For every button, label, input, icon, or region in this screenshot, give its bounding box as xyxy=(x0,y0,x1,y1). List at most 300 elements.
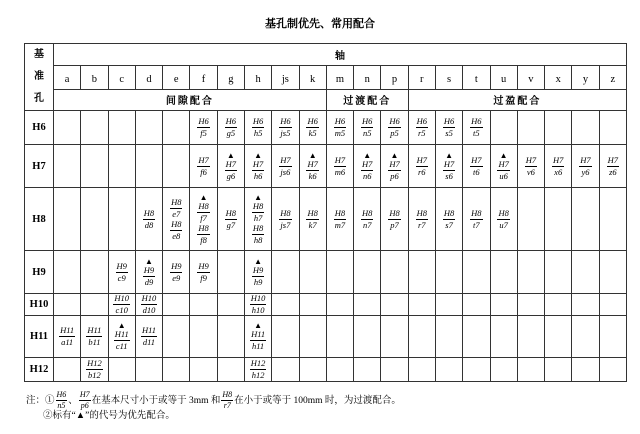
fit-cell-n xyxy=(354,111,381,145)
note-1 xyxy=(26,391,401,410)
preferred-triangle-icon: ▲ xyxy=(390,150,399,160)
fit-cell-m xyxy=(326,358,353,382)
fit-denominator: n5 xyxy=(362,128,372,138)
fit-cell-v xyxy=(517,358,544,382)
fit-denominator: h8 xyxy=(253,234,263,245)
fit-cell-js xyxy=(272,294,299,316)
shaft-letter-label: z xyxy=(610,73,616,85)
shaft-letter-label: t xyxy=(474,73,478,85)
fit-numerator: H7 xyxy=(280,154,291,165)
fit-denominator: u7 xyxy=(499,219,508,230)
fit-numerator: H6 xyxy=(416,116,427,126)
fit-code xyxy=(252,258,264,287)
shaft-letter-label: a xyxy=(64,73,70,85)
fit-code xyxy=(443,117,455,138)
note-1-mid: 在基本尺寸小于或等于 3mm 和 xyxy=(91,395,221,406)
fit-code xyxy=(250,294,267,315)
fit-numerator: H11 xyxy=(87,325,102,335)
fit-denominator: js6 xyxy=(280,166,291,177)
fit-cell-m xyxy=(326,251,353,294)
shaft-letter-js xyxy=(272,66,299,89)
shaft-letter-f xyxy=(190,66,217,89)
fit-cell-d xyxy=(135,316,162,358)
fit-code xyxy=(113,294,130,315)
fit-cell-js xyxy=(272,316,299,358)
fit-cell-b xyxy=(81,294,108,316)
fit-cell-x xyxy=(545,316,572,358)
fit-cell-m xyxy=(326,316,353,358)
fit-code xyxy=(443,152,455,181)
fit-denominator: h11 xyxy=(252,341,265,351)
fit-cell-r xyxy=(408,251,435,294)
fit-numerator: H8 xyxy=(198,222,209,233)
shaft-letter-p xyxy=(381,66,408,89)
fit-cell-k xyxy=(299,145,326,188)
fit-numerator: H11 xyxy=(60,325,75,335)
base-hole-header xyxy=(25,44,54,111)
fit-cell-g xyxy=(217,294,244,316)
hole-row-h8 xyxy=(25,188,627,251)
hole-label: H6 xyxy=(25,111,54,145)
fit-cell-g xyxy=(217,251,244,294)
fit-cell-js xyxy=(272,358,299,382)
fit-denominator: f6 xyxy=(200,166,207,177)
fit-numerator: H6 xyxy=(362,116,373,126)
fit-code xyxy=(197,224,209,245)
fit-cell-a xyxy=(54,316,81,358)
shaft-letter-label: e xyxy=(173,73,179,85)
fit-numerator: H10 xyxy=(114,293,130,303)
fit-numerator: H8 xyxy=(416,207,427,218)
fit-code xyxy=(416,117,428,138)
fit-cell-y xyxy=(572,251,599,294)
fit-cell-t xyxy=(463,316,490,358)
fit-cell-c xyxy=(108,316,135,358)
fit-code xyxy=(59,326,75,347)
fit-cell-u xyxy=(490,316,517,358)
fit-cell-js xyxy=(272,251,299,294)
fit-numerator: H7 xyxy=(443,158,455,169)
fit-denominator: y6 xyxy=(581,166,590,177)
fit-numerator: H8 xyxy=(443,207,455,218)
fit-cell-e xyxy=(163,251,190,294)
preferred-triangle-icon: ▲ xyxy=(363,150,372,160)
preferred-triangle-icon: ▲ xyxy=(254,150,263,160)
fit-numerator: H8 xyxy=(362,207,373,218)
fit-code xyxy=(497,152,509,181)
clearance-fit-header xyxy=(54,89,327,110)
base-hole-char-2: 准 xyxy=(34,71,44,82)
fit-cell-e xyxy=(163,188,190,251)
shaft-letter-label: r xyxy=(420,73,424,85)
fit-denominator: p7 xyxy=(390,219,399,230)
fit-cell-x xyxy=(545,251,572,294)
interference-fit-header xyxy=(408,89,626,110)
fit-cell-p xyxy=(381,294,408,316)
fit-denominator: r7 xyxy=(418,219,426,230)
fit-cell-m xyxy=(326,111,353,145)
shaft-letter-label: m xyxy=(335,73,345,85)
fit-cell-e xyxy=(163,145,190,188)
fit-cell-k xyxy=(299,111,326,145)
fit-numerator: H7 xyxy=(225,158,237,169)
fit-cell-e xyxy=(163,358,190,382)
fit-denominator: d11 xyxy=(142,337,156,347)
fit-denominator: r6 xyxy=(418,166,426,177)
hole-label: H11 xyxy=(25,316,54,358)
fit-cell-c xyxy=(108,358,135,382)
fit-code xyxy=(279,117,291,138)
preferred-triangle-icon: ▲ xyxy=(308,150,317,160)
fit-cell-p xyxy=(381,111,408,145)
fit-code xyxy=(197,156,209,177)
hole-row-h10 xyxy=(25,294,627,316)
fit-denominator: n6 xyxy=(362,170,372,181)
notes xyxy=(26,391,401,422)
fit-cell-g xyxy=(217,188,244,251)
fit-denominator: k7 xyxy=(308,219,317,230)
fit-numerator: H9 xyxy=(143,264,155,275)
fit-numerator: H6 xyxy=(334,116,346,126)
base-hole-char-3: 孔 xyxy=(34,93,44,104)
fit-denominator: f5 xyxy=(200,128,207,138)
shaft-letter-h xyxy=(244,66,271,89)
fit-code xyxy=(225,209,237,230)
preferred-triangle-icon: ▲ xyxy=(499,150,508,160)
note-1-sep: 、 xyxy=(68,395,78,406)
fit-cell-a xyxy=(54,251,81,294)
fit-cell-c xyxy=(108,294,135,316)
note-fit-1 xyxy=(56,391,68,410)
fit-code xyxy=(141,326,157,347)
fit-cell-x xyxy=(545,294,572,316)
fit-code xyxy=(470,209,482,230)
fit-code xyxy=(225,117,237,138)
fit-cell-v xyxy=(517,145,544,188)
fit-code xyxy=(197,194,209,223)
fit-cell-u xyxy=(490,145,517,188)
fit-cell-b xyxy=(81,188,108,251)
fit-code xyxy=(416,156,428,177)
fit-cell-y xyxy=(572,188,599,251)
fit-numerator: H8 xyxy=(280,207,291,218)
fit-cell-a xyxy=(54,145,81,188)
shaft-letter-m xyxy=(326,66,353,89)
note-fit-1-num: H6 xyxy=(56,390,67,399)
fit-code xyxy=(250,322,266,351)
shaft-letter-y xyxy=(572,66,599,89)
fit-numerator: H7 xyxy=(389,158,400,169)
fit-cell-e xyxy=(163,111,190,145)
fit-cell-r xyxy=(408,358,435,382)
fit-denominator: p6 xyxy=(390,170,399,181)
clearance-fit-label: 间隙配合 xyxy=(165,95,214,107)
fit-numerator: H11 xyxy=(114,329,129,339)
fit-cell-f xyxy=(190,111,217,145)
fit-cell-b xyxy=(81,358,108,382)
fit-numerator: H9 xyxy=(116,260,127,271)
fit-cell-s xyxy=(435,188,462,251)
fit-code xyxy=(141,294,158,315)
fit-cell-h xyxy=(244,316,271,358)
note-2: ②标有“▲”的代号为优先配合。 xyxy=(43,411,175,421)
fit-cell-n xyxy=(354,145,381,188)
fit-cell-h xyxy=(244,251,271,294)
fit-denominator: f8 xyxy=(200,234,207,245)
shaft-label: 轴 xyxy=(335,50,346,62)
fit-numerator: H11 xyxy=(251,329,266,339)
fit-numerator: H10 xyxy=(250,293,266,303)
fit-numerator: H6 xyxy=(252,116,264,126)
fit-cell-z xyxy=(599,358,626,382)
fit-cell-n xyxy=(354,358,381,382)
fit-cell-m xyxy=(326,188,353,251)
shaft-letter-a xyxy=(54,66,81,89)
fit-denominator: e9 xyxy=(172,272,181,283)
shaft-letter-label: v xyxy=(528,73,534,85)
fit-cell-m xyxy=(326,145,353,188)
hole-label: H10 xyxy=(25,294,54,316)
fit-numerator: H12 xyxy=(250,358,266,368)
fit-cell-f xyxy=(190,316,217,358)
shaft-letter-b xyxy=(81,66,108,89)
fit-cell-k xyxy=(299,188,326,251)
fit-denominator: h5 xyxy=(253,128,263,138)
fit-code xyxy=(86,326,102,347)
fit-code xyxy=(607,156,619,177)
shaft-letter-x xyxy=(545,66,572,89)
preferred-triangle-icon: ▲ xyxy=(254,321,263,330)
shaft-letter-d xyxy=(135,66,162,89)
preferred-triangle-icon: ▲ xyxy=(226,150,235,160)
fit-cell-d xyxy=(135,294,162,316)
fit-code xyxy=(552,156,564,177)
fit-denominator: t7 xyxy=(473,219,480,230)
fit-numerator: H7 xyxy=(198,154,209,165)
fit-cell-h xyxy=(244,358,271,382)
fit-cell-f xyxy=(190,294,217,316)
fit-numerator: H8 xyxy=(307,207,318,218)
fit-denominator: c11 xyxy=(115,341,128,351)
fit-numerator: H9 xyxy=(252,264,264,275)
fit-cell-v xyxy=(517,316,544,358)
shaft-letter-label: f xyxy=(201,73,206,85)
fit-cell-y xyxy=(572,145,599,188)
shaft-letter-c xyxy=(108,66,135,89)
fit-code xyxy=(470,156,482,177)
fit-cell-k xyxy=(299,316,326,358)
fit-cell-k xyxy=(299,358,326,382)
fit-numerator: H7 xyxy=(525,154,537,165)
shaft-letter-label: n xyxy=(364,73,370,85)
fit-cell-d xyxy=(135,145,162,188)
shaft-letter-label: k xyxy=(310,73,316,85)
fit-numerator: H8 xyxy=(389,207,400,218)
fit-cell-s xyxy=(435,251,462,294)
fit-cell-h xyxy=(244,145,271,188)
fit-cell-t xyxy=(463,111,490,145)
fit-cell-r xyxy=(408,294,435,316)
fit-cell-u xyxy=(490,111,517,145)
fit-cell-x xyxy=(545,145,572,188)
fit-numerator: H9 xyxy=(171,260,182,271)
fit-cell-v xyxy=(517,294,544,316)
shaft-letter-n xyxy=(354,66,381,89)
fit-numerator: H7 xyxy=(498,158,509,169)
shaft-letter-label: c xyxy=(119,73,125,85)
fit-code xyxy=(86,359,103,380)
fit-cell-b xyxy=(81,251,108,294)
fit-numerator: H7 xyxy=(307,158,318,169)
fit-denominator: v6 xyxy=(526,166,535,177)
fit-denominator: h7 xyxy=(253,212,263,223)
shaft-letter-u xyxy=(490,66,517,89)
fit-cell-js xyxy=(272,188,299,251)
fit-denominator: t5 xyxy=(473,128,480,138)
fit-denominator: g5 xyxy=(226,128,236,138)
fit-cell-s xyxy=(435,358,462,382)
fit-cell-c xyxy=(108,145,135,188)
fit-code xyxy=(306,152,318,181)
fit-denominator: d9 xyxy=(144,276,154,287)
fit-denominator: m7 xyxy=(334,219,346,230)
fit-code xyxy=(143,258,155,287)
fit-cell-n xyxy=(354,251,381,294)
shaft-letter-k xyxy=(299,66,326,89)
fit-cell-u xyxy=(490,251,517,294)
fit-denominator: h6 xyxy=(253,170,263,181)
fit-cell-r xyxy=(408,316,435,358)
preferred-triangle-icon: ▲ xyxy=(145,256,153,266)
fit-cell-u xyxy=(490,294,517,316)
fit-cell-a xyxy=(54,111,81,145)
fit-code xyxy=(525,156,537,177)
shaft-letter-label: s xyxy=(447,73,452,85)
fit-code xyxy=(279,209,291,230)
fit-cell-v xyxy=(517,251,544,294)
fit-denominator: m6 xyxy=(334,166,346,177)
fit-code xyxy=(114,322,130,351)
fit-denominator: h9 xyxy=(253,276,263,287)
fit-numerator: H10 xyxy=(141,293,157,303)
fit-numerator: H7 xyxy=(334,154,346,165)
fit-denominator: u6 xyxy=(499,170,508,181)
fit-cell-z xyxy=(599,188,626,251)
hole-label: H9 xyxy=(25,251,54,294)
fit-numerator: H8 xyxy=(171,218,182,229)
fit-cell-f xyxy=(190,188,217,251)
transition-fit-label: 过渡配合 xyxy=(343,95,392,107)
fit-cell-d xyxy=(135,188,162,251)
fit-denominator: z6 xyxy=(609,166,617,177)
fit-cell-m xyxy=(326,294,353,316)
fit-denominator: js5 xyxy=(280,128,291,138)
fit-cell-v xyxy=(517,111,544,145)
shaft-letter-label: g xyxy=(228,73,234,85)
fit-cell-n xyxy=(354,188,381,251)
fit-cell-g xyxy=(217,145,244,188)
fit-code xyxy=(334,156,346,177)
fit-cell-g xyxy=(217,316,244,358)
fit-cell-t xyxy=(463,358,490,382)
fit-numerator: H6 xyxy=(307,116,318,126)
fit-denominator: b11 xyxy=(88,337,101,347)
fit-cell-b xyxy=(81,111,108,145)
fit-cell-g xyxy=(217,111,244,145)
fit-numerator: H6 xyxy=(443,116,455,126)
fit-denominator: k6 xyxy=(308,170,317,181)
fit-cell-y xyxy=(572,358,599,382)
fit-denominator: g7 xyxy=(226,219,236,230)
fit-cell-z xyxy=(599,316,626,358)
fit-cell-y xyxy=(572,294,599,316)
shaft-letter-t xyxy=(463,66,490,89)
fit-cell-t xyxy=(463,188,490,251)
shaft-letter-z xyxy=(599,66,626,89)
fit-denominator: s6 xyxy=(445,170,453,181)
fit-code xyxy=(497,209,509,230)
page-title: 基孔制优先、常用配合 xyxy=(265,18,375,30)
fit-cell-p xyxy=(381,316,408,358)
fit-cell-s xyxy=(435,145,462,188)
note-1-suffix: 在小于或等于 100mm 时，为过渡配合。 xyxy=(234,395,401,406)
fit-numerator: H8 xyxy=(225,207,237,218)
fit-denominator: x6 xyxy=(554,166,563,177)
fit-numerator: H6 xyxy=(471,116,482,126)
fit-cell-b xyxy=(81,145,108,188)
shaft-letter-g xyxy=(217,66,244,89)
fit-cell-z xyxy=(599,145,626,188)
fit-numerator: H8 xyxy=(171,196,182,207)
fit-code xyxy=(252,194,264,223)
fit-cell-c xyxy=(108,188,135,251)
note-fit-2 xyxy=(79,391,91,410)
fit-denominator: d8 xyxy=(144,219,154,230)
fit-numerator: H6 xyxy=(225,116,237,126)
fit-code xyxy=(252,224,264,245)
transition-fit-header xyxy=(326,89,408,110)
fit-code xyxy=(197,262,209,283)
fit-denominator: c9 xyxy=(117,272,126,283)
fit-cell-u xyxy=(490,188,517,251)
fit-cell-f xyxy=(190,358,217,382)
fit-cell-a xyxy=(54,188,81,251)
fit-numerator: H8 xyxy=(252,222,264,233)
fit-cell-k xyxy=(299,251,326,294)
fit-code xyxy=(170,198,182,219)
shaft-letter-r xyxy=(408,66,435,89)
shaft-letter-label: b xyxy=(91,73,98,85)
shaft-letter-label: y xyxy=(582,73,589,85)
hole-row-h7 xyxy=(25,145,627,188)
fit-code xyxy=(116,262,128,283)
fit-numerator: H6 xyxy=(280,116,291,126)
fit-denominator: js7 xyxy=(280,219,291,230)
note-fit-1-den: n5 xyxy=(57,401,66,410)
fit-code xyxy=(443,209,455,230)
fit-code xyxy=(252,117,264,138)
shaft-header xyxy=(54,44,627,66)
fit-numerator: H7 xyxy=(362,158,373,169)
fit-cell-n xyxy=(354,294,381,316)
note-fit-3-den: r7 xyxy=(223,401,231,410)
fit-denominator: h10 xyxy=(251,305,265,315)
fit-cell-s xyxy=(435,316,462,358)
fit-denominator: r5 xyxy=(418,128,426,138)
fit-cell-h xyxy=(244,188,271,251)
fit-numerator: H12 xyxy=(87,358,102,368)
interference-fit-label: 过盈配合 xyxy=(493,95,542,107)
